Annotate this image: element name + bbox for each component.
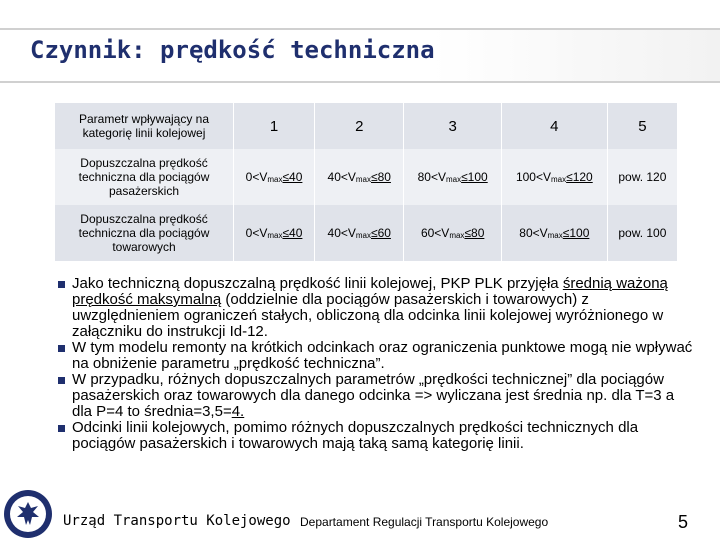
cell: 60<Vmax≤80 (404, 205, 502, 261)
row-label-freight: Dopuszczalna prędkość techniczna dla pociągów towarowych (55, 205, 234, 261)
category-5: 5 (607, 103, 677, 149)
cell: pow. 120 (607, 149, 677, 205)
footer-organization: Urząd Transportu Kolejowego (63, 513, 291, 529)
square-bullet-icon (58, 281, 65, 288)
cell: 40<Vmax≤60 (315, 205, 404, 261)
underlined-term: średnią ważoną prędkość maksymalną (72, 275, 668, 308)
table-header-row (55, 103, 677, 149)
category-1: 1 (234, 103, 315, 149)
header-label: Parametr wpływający na kategorię linii kolejowej (55, 103, 234, 149)
cell: 80<Vmax≤100 (404, 149, 502, 205)
list-item: W tym modelu remonty na krótkich odcinkach oraz ograniczenia punktowe mogą nie wpływać na obniżenie parametru „prędkość techniczna”. (58, 340, 698, 372)
cell: 80<Vmax≤100 (501, 205, 607, 261)
cell: pow. 100 (607, 205, 677, 261)
square-bullet-icon (58, 377, 65, 384)
page-number: 5 (678, 512, 689, 532)
parameter-table (55, 103, 677, 261)
square-bullet-icon (58, 345, 65, 352)
table-row (55, 149, 677, 205)
cell: 100<Vmax≤120 (501, 149, 607, 205)
bullet-list (58, 276, 698, 452)
table-row (55, 205, 677, 261)
underlined-result: 4. (231, 403, 245, 420)
slide-title: Czynnik: prędkość techniczna (30, 36, 435, 64)
list-item: W przypadku, różnych dopuszczalnych parametrów „prędkości technicznej” dla pociągów pasażerskich oraz towarowych dla danego odcinka => wyliczana jest średnia np. dla T=3 a dla P=4 to średnia=3,5=4. (58, 372, 698, 420)
row-label-passenger: Dopuszczalna prędkość techniczna dla pociągów pasażerskich (55, 149, 234, 205)
category-3: 3 (404, 103, 502, 149)
square-bullet-icon (58, 425, 65, 432)
list-item: Odcinki linii kolejowych, pomimo różnych dopuszczalnych prędkości technicznych dla pociągów pasażerskich i towarowych mają taką samą kategorię linii. (58, 420, 698, 452)
title-top-line (0, 28, 720, 30)
footer-department: Departament Regulacji Transportu Kolejowego (300, 515, 549, 529)
cell: 0<Vmax≤40 (234, 149, 315, 205)
category-4: 4 (501, 103, 607, 149)
list-item: Jako techniczną dopuszczalną prędkość linii kolejowej, PKP PLK przyjęła średnią ważoną prędkość maksymalną (oddzielnie dla pociągów pasażerskich i towarowych) z uwzględnieniem ograniczeń stałych, obliczoną dla odcinka linii kolejowej wyróżnionego w załączniku do instrukcji Id-12. (58, 276, 698, 340)
title-bottom-line (0, 81, 720, 83)
category-2: 2 (315, 103, 404, 149)
eagle-emblem-icon (2, 488, 54, 540)
cell: 40<Vmax≤80 (315, 149, 404, 205)
cell: 0<Vmax≤40 (234, 205, 315, 261)
